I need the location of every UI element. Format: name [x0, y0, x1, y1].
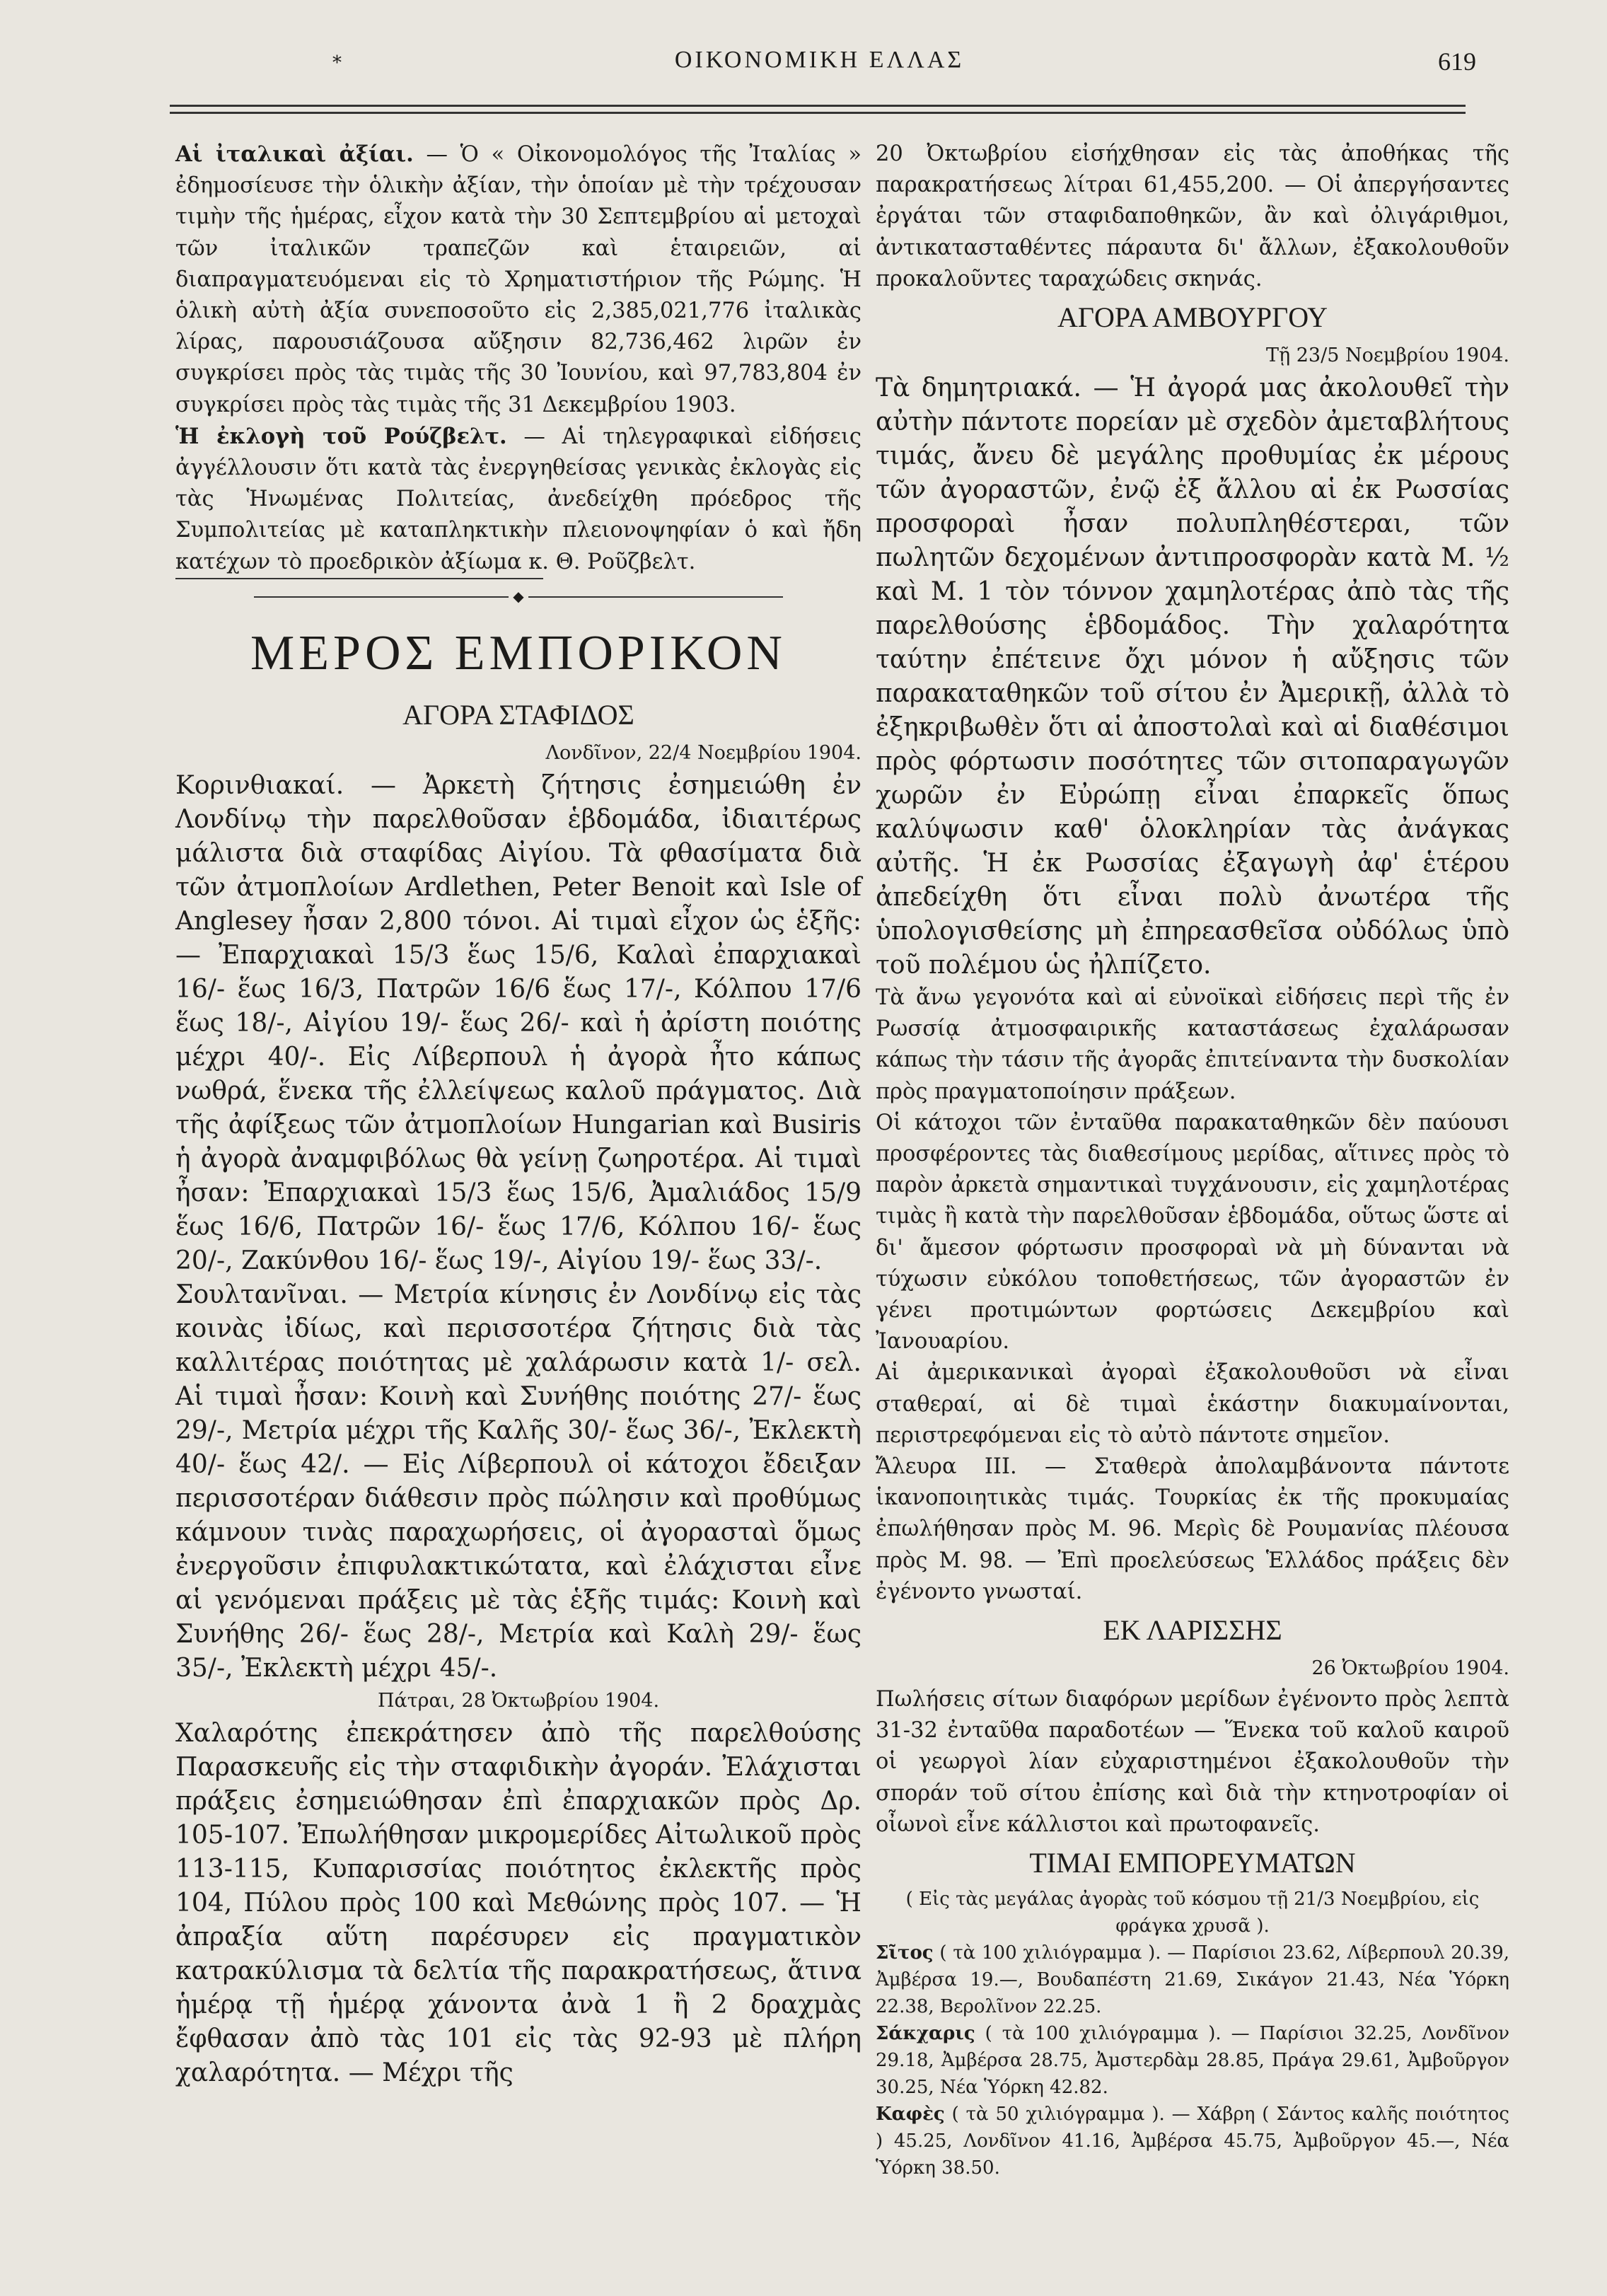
article-lead: Αἱ ἰταλικαὶ ἀξίαι.	[175, 141, 414, 167]
article-lead: Τὰ δημητριακά.	[876, 373, 1081, 403]
left-column	[175, 139, 861, 2090]
article-currants	[175, 769, 861, 1278]
page-number: 619	[1438, 47, 1476, 76]
price-sugar	[876, 2020, 1509, 2101]
article-patras-cont: 20 Ὀκτωβρίου εἰσήχθησαν εἰς τὰς ἀποθήκας τῆς παρακρατήσεως λίτραι 61,455,200. — Οἱ ἀπεργήσαντες ἐργάται τῶν σταφιδαποθηκῶν, ἂν καὶ ὀλιγάριθμοι, ἀντικατασταθέντες πάραυτα δι' ἄλλων, ἐξακολουθοῦν προκαλοῦντες ταραχώδεις σκηνάς.	[876, 141, 1509, 291]
market-title: ΑΓΟΡΑ ΑΜΒΟΥΡΓΟΥ	[1057, 301, 1328, 334]
price-lead: Καφὲς	[876, 2104, 945, 2126]
article-lead: Σουλτανῖναι.	[175, 1280, 348, 1309]
article-text: — Ὁ « Οἰκονομολόγος τῆς Ἰταλίας » ἐδημοσίευσε τὴν ὁλικὴν ἀξίαν, τὴν ὁποίαν μὲ τὴν τρέχουσαν τιμὴν τῆς ἡμέρας, εἶχον κατὰ τὴν 30 Σεπτεμβρίου αἱ μετοχαὶ τῶν ἰταλικῶν τραπεζῶν καὶ ἑταιρειῶν, αἱ διαπραγματευόμεναι εἰς τὸ Χρηματιστήριον τῆς Ρώμης. Ἡ ὁλικὴ αὐτὴ ἀξία συνεποσοῦτο εἰς 2,385,021,776 ἰταλικὰς λίρας, παρουσιάζουσα αὔξησιν 82,736,462 λιρῶν ἐν συγκρίσει πρὸς τὰς τιμὰς τῆς 30 Ἰουνίου, καὶ 97,783,804 ἐν συγκρίσει πρὸς τὰς τιμὰς τῆς 31 Δεκεμβρίου 1903.	[175, 142, 861, 417]
dateline: 26 Ὀκτωβρίου 1904.	[1311, 1657, 1509, 1680]
article-sultanas	[175, 1278, 861, 1686]
article-roosevelt	[175, 421, 861, 578]
article-text: — Σταθερὰ ἀπολαμβάνοντα πάντοτε ἱκανοποιητικὰς τιμάς. Τουρκίας ἐκ τῆς προκυμαίας ἐπωλήθησαν πρὸς Μ. 96. Μερὶς δὲ Ρουμανίας πλέουσα πρὸς Μ. 98. — Ἐπὶ προελεύσεως Ἑλλάδος πράξεις δὲν ἐγένοντο γνωσταί.	[876, 1454, 1509, 1604]
journal-title: ΟΙΚΟΝΟΜΙΚΗ ΕΛΛΑΣ	[674, 47, 965, 73]
article-paragraph: Τὰ ἄνω γεγονότα καὶ αἱ εὐνοϊκαὶ εἰδήσεις περὶ τῆς ἐν Ρωσσίᾳ ἀτμοσφαιρικῆς καταστάσεως ἐχαλάρωσαν κάπως τὴν τάσιν τῆς ἀγορᾶς ἐπιτείναντα τὴν δυσκολίαν πρὸς πραγματοποίησιν πράξεων.	[876, 985, 1509, 1104]
price-lead: Σῖτος	[876, 1942, 934, 1964]
article-paragraph: Οἱ κάτοχοι τῶν ἐνταῦθα παρακαταθηκῶν δὲν παύουσι προσφέροντες τὰς διαθεσίμους μερίδας, αἵτινες πρὸς τὸ παρὸν ἀρκετὰ σημαντικαὶ τυγχάνουσιν, εἰς χαμηλοτέρας τιμὰς ἢ κατὰ τὴν παρελθοῦσαν ἑβδομάδα, οὕτως ὥστε αἱ δι' ἄμεσον φόρτωσιν προσφοραὶ νὰ μὴ δύνανται νὰ τύχωσιν εὐκόλου τοποθετήσεως, τῶν ἀγοραστῶν ἐν γένει προτιμώντων φορτώσεις Δεκεμβρίου καὶ Ἰανουαρίου.	[876, 1110, 1509, 1355]
header-rule-top	[170, 105, 1466, 107]
article-text: — Ἡ ἀγορά μας ἀκολουθεῖ τὴν αὐτὴν πάντοτε πορείαν μὲ σχεδὸν ἀμεταβλήτους τιμάς, ἄνευ δὲ μεγάλης προθυμίας ἐκ μέρους τῶν ἀγοραστῶν, ἐνῷ ἐξ ἄλλου αἱ ἐκ Ρωσσίας προσφοραὶ ἦσαν πολυπληθέστεραι, τῶν πωλητῶν δεχομένων ἀντιπροσφορὰν κατὰ Μ. ½ καὶ Μ. 1 τὸν τόννον χαμηλοτέρας ἀπὸ τὰς τῆς παρελθούσης ἑβδομάδος. Τὴν χαλαρότητα ταύτην ἐπέτεινε ὄχι μόνον ἡ αὔξησις τῶν παρακαταθηκῶν τοῦ σίτου ἐν Ἀμερικῇ, ἀλλὰ τὸ ἐξηκριβωθὲν ὅτι αἱ ἀποστολαὶ καὶ αἱ διαθέσιμοι πρὸς φόρτωσιν ποσότητες τῶν σιτοπαραγωγῶν χωρῶν ἐν Εὐρώπῃ εἶναι ἐπαρκεῖς ὅπως καλύψωσιν καθ' ὁλοκληρίαν τὰς ἀνάγκας αὐτῆς. Ἡ ἐκ Ρωσσίας ἐξαγωγὴ ἀφ' ἑτέρου ἀπεδείχθη ὅτι εἶναι πολὺ ἀνωτέρα τῆς ὑπολογισθείσης μὴ ἐπηρεασθεῖσα οὐδόλως ὑπὸ τοῦ πολέμου ὡς ἠλπίζετο.	[876, 373, 1510, 980]
price-text: ( τὰ 100 χιλιόγραμμα ). — Παρίσιοι 32.25, Λονδῖνον 29.18, Ἀμβέρσα 28.75, Ἀμστερδὰμ 28.85, Πράγα 29.61, Ἀμβοῦργον 30.25, Νέα Ὑόρκη 42.82.	[876, 2023, 1509, 2099]
dateline: Λονδῖνον, 22/4 Νοεμβρίου 1904.	[545, 741, 861, 764]
divider	[175, 578, 543, 579]
market-title: ΑΓΟΡΑ ΣΤΑΦΙΔΟΣ	[402, 698, 634, 731]
article-larissa: Πωλήσεις σίτων διαφόρων μερίδων ἐγένοντο πρὸς λεπτὰ 31-32 ἐνταῦθα παραδοτέων — Ἕνεκα τοῦ καλοῦ καιροῦ οἱ γεωργοὶ λίαν εὐχαριστημένοι ἐξακολουθοῦν τὴν σποράν τοῦ σίτου ἐπίσης καὶ διὰ τὴν κτηνοτροφίαν οἱ οἶωνοὶ εἶνε κάλλιστοι καὶ πρωτοφανεῖς.	[876, 1687, 1509, 1837]
header-rule-bottom	[170, 112, 1466, 114]
article-lead: Ἡ ἐκλογὴ τοῦ Ρούζβελτ.	[175, 423, 507, 449]
article-cereals	[876, 371, 1509, 982]
dateline: Πάτραι, 28 Ὀκτωβρίου 1904.	[377, 1689, 660, 1712]
price-text: ( τὰ 50 χιλιόγραμμα ). — Χάβρη ( Σάντος καλῆς ποιότητος ) 45.25, Λονδῖνον 41.16, Ἀμβέρσα 45.75, Ἀμβοῦργον 45.—, Νέα Ὑόρκη 38.50.	[876, 2104, 1509, 2179]
price-wheat	[876, 1940, 1509, 2020]
article-flour	[876, 1451, 1509, 1608]
article-text: — Ἀρκετὴ ζήτησις ἐσημειώθη ἐν Λονδίνῳ τὴν παρελθοῦσαν ἑβδομάδα, ἰδιαιτέρως μάλιστα διὰ σταφίδας Αἰγίου. Τὰ φθασίματα διὰ τῶν ἀτμοπλοίων Ardlethen, Peter Benoit καὶ Isle of Anglesey ἦσαν 2,800 τόνοι. Αἱ τιμαὶ εἶχον ὡς ἑξῆς: — Ἐπαρχιακαὶ 15/3 ἕως 15/6, Καλαὶ ἐπαρχιακαὶ 16/- ἕως 16/3, Πατρῶν 16/6 ἕως 17/-, Κόλπου 17/6 ἕως 18/-, Αἰγίου 19/- ἕως 26/- καὶ ἡ ἀρίστη ποιότης μέχρι 40/-. Εἰς Λίβερπουλ ἡ ἀγορὰ ἦτο κάπως νωθρά, ἕνεκα τῆς ἐλλείψεως καλοῦ πράγματος. Διὰ τῆς ἀφίξεως τῶν ἀτμοπλοίων Hungarian καὶ Busiris ἡ ἀγορὰ ἀναμφιβόλως θὰ γείνῃ ζωηροτέρα. Αἱ τιμαὶ ἦσαν: Ἐπαρχιακαὶ 15/3 ἕως 15/6, Ἀμαλιάδος 15/9 ἕως 16/6, Πατρῶν 16/- ἕως 17/6, Κόλπου 16/- ἕως 20/-, Ζακύνθου 16/- ἕως 19/-, Αἰγίου 19/- ἕως 33/-.	[175, 770, 861, 1275]
price-coffee	[876, 2101, 1509, 2181]
page-header	[163, 47, 1476, 96]
price-lead: Σάκχαρις	[876, 2023, 975, 2045]
dateline: Τῇ 23/5 Νοεμβρίου 1904.	[1265, 344, 1509, 367]
article-lead: Κορινθιακαί.	[175, 770, 344, 800]
article-italian-values	[175, 139, 861, 421]
prices-subtitle: ( Εἰς τὰς μεγάλας ἀγορὰς τοῦ κόσμου τῇ 21/3 Νοεμβρίου, εἰς φράγκα χρυσᾶ ).	[905, 1889, 1480, 1937]
article-text: — Αἱ τηλεγραφικαὶ εἰδήσεις ἀγγέλλουσιν ὅτι κατὰ τὰς ἐνεργηθείσας γενικὰς ἐκλογὰς εἰς τὰς Ἡνωμένας Πολιτείας, ἀνεδείχθη πρόεδρος τῆς Συμπολιτείας μὲ καταπληκτικὴν πλειονοψηφίαν ὁ καὶ ἤδη κατέχων τὸ προεδρικὸν ἀξίωμα κ. Θ. Ροῦζβελτ.	[175, 424, 861, 574]
section-title: ΜΕΡΟΣ ΕΜΠΟΡΙΚΟΝ	[250, 625, 787, 680]
article-patras: Χαλαρότης ἐπεκράτησεν ἀπὸ τῆς παρελθούσης Παρασκευῆς εἰς τὴν σταφιδικὴν ἀγοράν. Ἐλάχισται πράξεις ἐσημειώθησαν ἐπὶ ἐπαρχιακῶν πρὸς Δρ. 105-107. Ἐπωλήθησαν μικρομερίδες Αἰτωλικοῦ πρὸς 113-115, Κυπαρισσίας ποιότητος ἐκλεκτῆς πρὸς 104, Πύλου πρὸς 100 καὶ Μεθώνης πρὸς 107. — Ἡ ἀπραξία αὕτη παρέσυρεν εἰς πραγματικὸν κατρακύλισμα τὰ δελτία τῆς παρακρατήσεως, ἅτινα ἡμέρᾳ τῇ ἡμέρᾳ χάνοντα ἀνὰ 1 ἢ 2 δραχμὰς ἔφθασαν ἀπὸ τὰς 101 εἰς τὰς 92-93 μὲ πλήρη χαλαρότητα. — Μέχρι τῆς	[175, 1718, 861, 2087]
article-text: — Μετρία κίνησις ἐν Λονδίνῳ εἰς τὰς κοινὰς ἰδίως, καὶ περισσοτέρα ζήτησις διὰ τὰς καλλιτέρας ποιότητας μὲ χαλάρωσιν κατὰ 1/- σελ. Αἱ τιμαὶ ἦσαν: Κοινὴ καὶ Συνήθης ποιότης 27/- ἕως 29/-, Μετρία μέχρι τῆς Καλῆς 30/- ἕως 36/-, Ἐκλεκτὴ 40/- ἕως 42/. — Εἰς Λίβερπουλ οἱ κάτοχοι ἔδειξαν περισσοτέραν διάθεσιν πρὸς πώλησιν καὶ προθύμως κάμνουν τινὰς παραχωρήσεις, οἱ ἀγορασταὶ ὅμως ἐνεργοῦσιν ἐπιφυλακτικώτατα, καὶ ἐλάχισται εἶνε αἱ γενόμεναι πράξεις μὲ τὰς ἑξῆς τιμάς: Κοινὴ καὶ Συνήθης 26/- ἕως 28/-, Μετρία καὶ Καλὴ 29/- ἕως 35/-, Ἐκλεκτὴ μέχρι 45/-.	[175, 1280, 861, 1683]
market-title: ΕΚ ΛΑΡΙΣΣΗΣ	[1103, 1614, 1282, 1647]
prices-title: ΤΙΜΑΙ ΕΜΠΟΡΕΥΜΑΤΩΝ	[1029, 1847, 1356, 1879]
ornament-divider: ◆	[175, 582, 861, 610]
article-paragraph: Αἱ ἀμερικανικαὶ ἀγοραὶ ἐξακολουθοῦσι νὰ εἶναι σταθεραί, αἱ δὲ τιμαὶ ἑκάστην διακυμαίνονται, περιστρεφόμεναι εἰς τὸ αὐτὸ πάντοτε σημεῖον.	[876, 1360, 1509, 1448]
right-column	[876, 139, 1509, 2181]
price-text: ( τὰ 100 χιλιόγραμμα ). — Παρίσιοι 23.62, Λίβερπουλ 20.39, Ἀμβέρσα 19.—, Βουδαπέστη 21.69, Σικάγον 21.43, Νέα Ὑόρκη 22.38, Βερολῖνον 22.25.	[876, 1942, 1509, 2018]
header-star: *	[332, 52, 342, 74]
article-lead: Ἄλευρα ΙΙΙ.	[876, 1454, 1017, 1480]
